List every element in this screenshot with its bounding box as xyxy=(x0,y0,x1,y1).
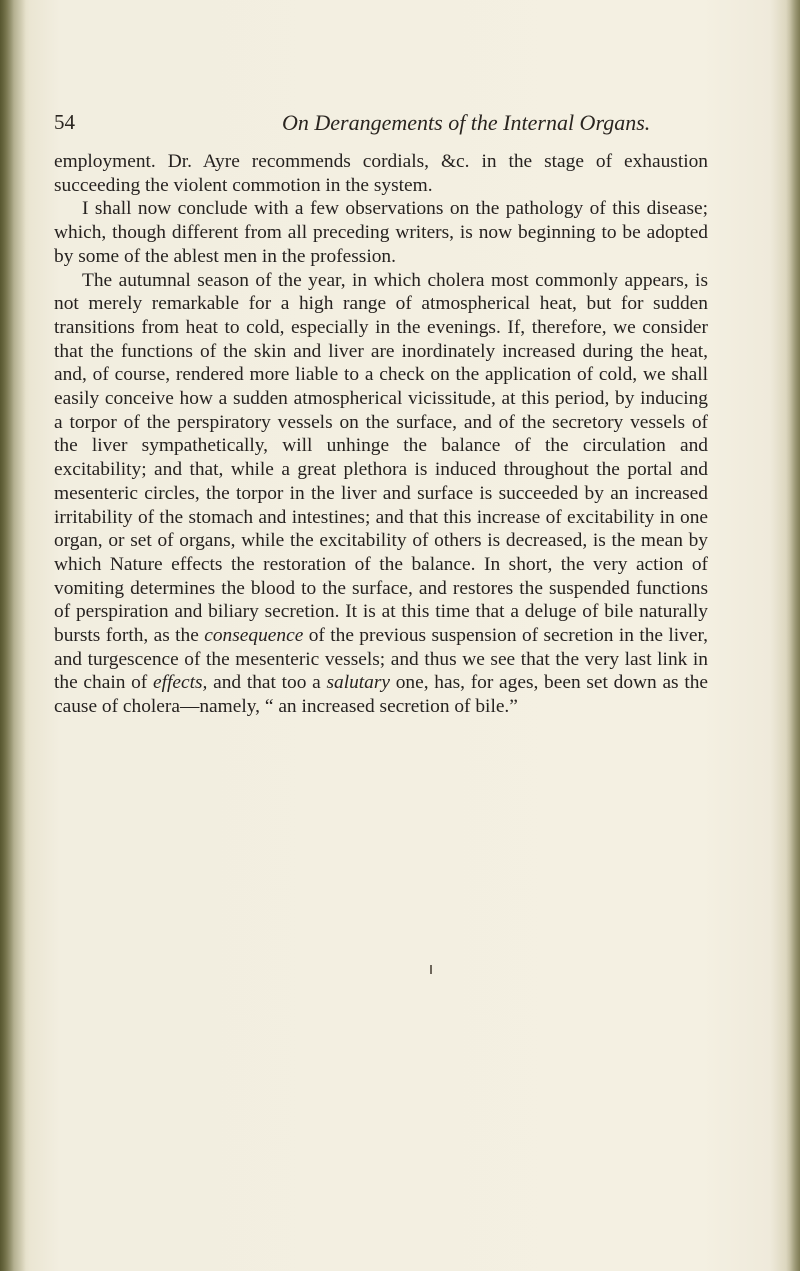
body-text xyxy=(54,150,708,719)
paragraph-3 xyxy=(54,269,708,719)
emphasis-effects: effects, xyxy=(153,672,208,694)
page-header xyxy=(54,110,704,140)
emphasis-salutary: salutary xyxy=(326,672,391,694)
paragraph-3-text-a: The autumnal season of the year, in which cholera most commonly appears, is not merely remarkable for a high range of atmospherical heat, but for sudden transitions from heat to cold, especially in the evenings. If, therefore, we consider that the functions of the skin and liver are inordinately increased during the heat, and, of course, rendered more liable to a check on the application of cold, we shall easily conceive how a sudden atmospherical vicissitude, at this period, by inducing a torpor of the perspiratory vessels on the surface, and of the secretory vessels of the liver sympathetically, will unhinge the balance of the circulation and excitability; and that, while a great plethora is induced throughout the portal and mesenteric circles, the torpor in the liver and surface is succeeded by an increased irritability of the stomach and intestines; and that this increase of excitability in one organ, or set of organs, while the excitability of others is decreased, is the mean by which Nature effects the restoration of the balance. In short, the very action of vomiting determines the blood to the surface, and restores the suspended functions of perspiration and biliary secretion. It is at this time that a deluge of bile naturally bursts forth, as the xyxy=(54,269,708,647)
binding-gutter-shadow xyxy=(0,0,26,1271)
paragraph-2: I shall now conclude with a few observations on the pathology of this disease; which, though different from all preceding writers, is now beginning to be adopted by some of the ablest men in the profession. xyxy=(54,198,708,267)
paragraph-3-text-d: one, has, for ages, been set down as the cause of cholera—namely, “ an increased secretion of bile.” xyxy=(54,672,709,718)
paragraph-3-text-b: of the previous suspension of secretion in the liver, and turgescence of the mesenteric vessels; and thus we see that the very last link in the chain of xyxy=(54,625,709,694)
page-edge-shadow xyxy=(786,0,800,1271)
page-number: 54 xyxy=(54,110,75,134)
paragraph-3-text-c: and that too a xyxy=(207,672,327,694)
paragraph-1: employment. Dr. Ayre recommends cordials, &c. in the stage of exhaustion succeeding the violent commotion in the system. xyxy=(54,151,708,196)
emphasis-consequence: consequence xyxy=(204,625,304,647)
running-title: On Derangements of the Internal Organs. xyxy=(282,110,651,135)
stray-ink-mark xyxy=(430,965,432,974)
